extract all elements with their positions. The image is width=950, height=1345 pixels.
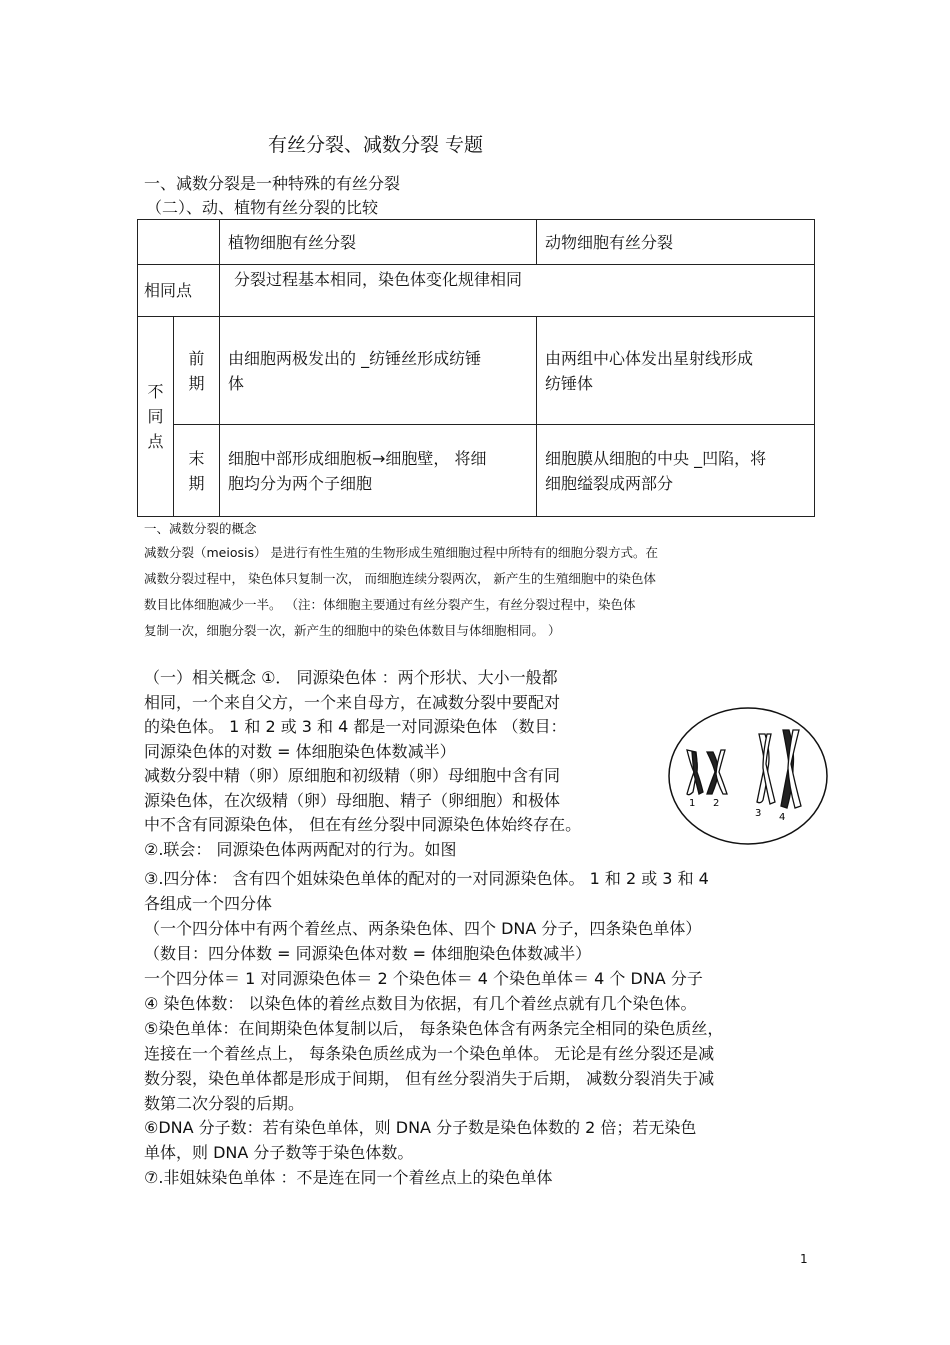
chromosome-2: [707, 750, 727, 794]
chromosome-4: [781, 730, 801, 808]
prophase-label: [174, 317, 220, 425]
concept-paragraph: [144, 540, 658, 644]
telophase-plant: [220, 425, 537, 517]
page-title: 有丝分裂、减数分裂 专题: [268, 134, 484, 156]
header-animal: 动物细胞有丝分裂: [537, 220, 815, 265]
section-heading-1: 一、减数分裂是一种特殊的有丝分裂: [144, 174, 401, 193]
chromatid-line: 连接在一个着丝点上， 每条染色质丝成为一个染色单体。 无论是有丝分裂还是减: [144, 1044, 715, 1063]
telophase-animal-line: 细胞膜从细胞的中央 _凹陷，将: [545, 448, 767, 468]
tetrad-section: [144, 866, 709, 1016]
prophase-label-char: 期: [188, 373, 205, 393]
figure-label: 3: [755, 808, 762, 819]
prophase-plant-line: 体: [228, 373, 245, 393]
prophase-animal-line: 纺锤体: [545, 373, 594, 393]
dna-line: ⑥DNA 分子数：若有染色单体，则 DNA 分子数是染色体数的 2 倍；若无染色: [144, 1118, 697, 1137]
concept-line: 数目比体细胞减少一半。 （注：体细胞主要通过有丝分裂产生，有丝分裂过程中，染色体: [144, 597, 636, 612]
chromosome-3: [757, 734, 775, 804]
tetrad-line: （数目：四分体数 = 同源染色体对数 = 体细胞染色体数减半）: [144, 944, 592, 963]
comparison-table: [137, 219, 815, 517]
prophase-plant-line: 由细胞两极发出的 _纺锤丝形成纺锤: [228, 348, 482, 368]
diff-label: [138, 317, 174, 517]
related-line: 同源染色体的对数 = 体细胞染色体数减半）: [144, 741, 456, 761]
table-corner-cell: [138, 220, 220, 265]
chromosome-1: [687, 750, 703, 795]
concept-line: 减数分裂（meiosis） 是进行有性生殖的生物形成生殖细胞过程中所特有的细胞分裂方式。在: [144, 545, 658, 560]
related-line: 的染色体。 1 和 2 或 3 和 4 都是一对同源染色体 （数目：: [144, 717, 567, 736]
table-row-prophase: [138, 317, 815, 425]
telophase-label-char: 期: [188, 473, 205, 493]
tetrad-line: ④ 染色体数： 以染色体的着丝点数目为依据，有几个着丝点就有几个染色体。: [144, 994, 697, 1013]
telophase-plant-line: 胞均分为两个子细胞: [228, 473, 373, 493]
related-concepts: [144, 666, 581, 862]
page-number: 1: [800, 1252, 808, 1266]
tetrad-line: ③.四分体： 含有四个姐妹染色单体的配对的一对同源染色体。 1 和 2 或 3 和 4: [144, 869, 709, 888]
table-header-row: [138, 220, 815, 265]
figure-label: 2: [713, 798, 720, 809]
homologous-chromosome-figure: [667, 706, 829, 846]
dna-line: 单体，则 DNA 分子数等于染色体数。: [144, 1143, 414, 1162]
concept-line: 复制一次，细胞分裂一次，新产生的细胞中的染色体数目与体细胞相同。 ）: [144, 623, 561, 638]
concept-line: 减数分裂过程中， 染色体只复制一次， 而细胞连续分裂两次， 新产生的生殖细胞中的染色体: [144, 571, 656, 586]
prophase-animal: [537, 317, 815, 425]
related-line: ②.联会： 同源染色体两两配对的行为。如图: [144, 839, 457, 859]
tetrad-line: 一个四分体＝ 1 对同源染色体＝ 2 个染色体＝ 4 个染色单体＝ 4 个 DNA 分子: [144, 969, 703, 988]
prophase-label-char: 前: [188, 348, 205, 368]
chromatid-line: ⑤染色单体：在间期染色体复制以后， 每条染色体含有两条完全相同的染色质丝，: [144, 1019, 724, 1038]
tetrad-line: 各组成一个四分体: [144, 894, 273, 913]
same-text: 分裂过程基本相同，染色体变化规律相同: [220, 265, 815, 317]
prophase-plant: [220, 317, 537, 425]
related-line: 中不含有同源染色体， 但在有丝分裂中同源染色体始终存在。: [144, 815, 582, 834]
concept-heading: 一、减数分裂的概念: [144, 521, 257, 536]
chromatid-line: 数第二次分裂的后期。: [144, 1094, 305, 1113]
diff-label-char: 点: [147, 432, 164, 451]
telophase-label-char: 末: [188, 448, 205, 468]
section-heading-2: （二）、动、植物有丝分裂的比较: [146, 198, 379, 217]
related-line: 相同，一个来自父方，一个来自母方，在减数分裂中要配对: [144, 692, 561, 712]
telophase-plant-line: 细胞中部形成细胞板→细胞壁， 将细: [228, 448, 487, 468]
figure-label: 4: [779, 812, 786, 823]
dna-section: [144, 1115, 696, 1190]
chromatid-section: [144, 1016, 723, 1116]
related-line: （一）相关概念 ①． 同源染色体 ：两个形状、大小一般都: [144, 668, 558, 687]
diff-label-char: 不: [147, 382, 164, 401]
related-line: 减数分裂中精（卵）原细胞和初级精（卵）母细胞中含有同: [144, 766, 561, 785]
header-plant: 植物细胞有丝分裂: [220, 220, 537, 265]
related-line: 源染色体，在次级精（卵）母细胞、精子（卵细胞）和极体: [144, 790, 561, 810]
table-row-same: [138, 265, 815, 317]
diff-label-char: 同: [147, 407, 164, 426]
chromatid-line: 数分裂，染色单体都是形成于间期， 但有丝分裂消失于后期， 减数分裂消失于减: [144, 1069, 715, 1088]
telophase-animal: [537, 425, 815, 517]
dna-line: ⑦.非姐妹染色单体 ：不是连在同一个着丝点上的染色单体: [144, 1168, 553, 1187]
table-row-telophase: [138, 425, 815, 517]
same-label: 相同点: [138, 265, 220, 317]
telophase-animal-line: 细胞缢裂成两部分: [545, 473, 674, 493]
prophase-animal-line: 由两组中心体发出星射线形成: [545, 348, 754, 368]
telophase-label: [174, 425, 220, 517]
tetrad-line: （一个四分体中有两个着丝点、两条染色体、四个 DNA 分子，四条染色单体）: [144, 919, 702, 938]
figure-label: 1: [689, 798, 696, 809]
